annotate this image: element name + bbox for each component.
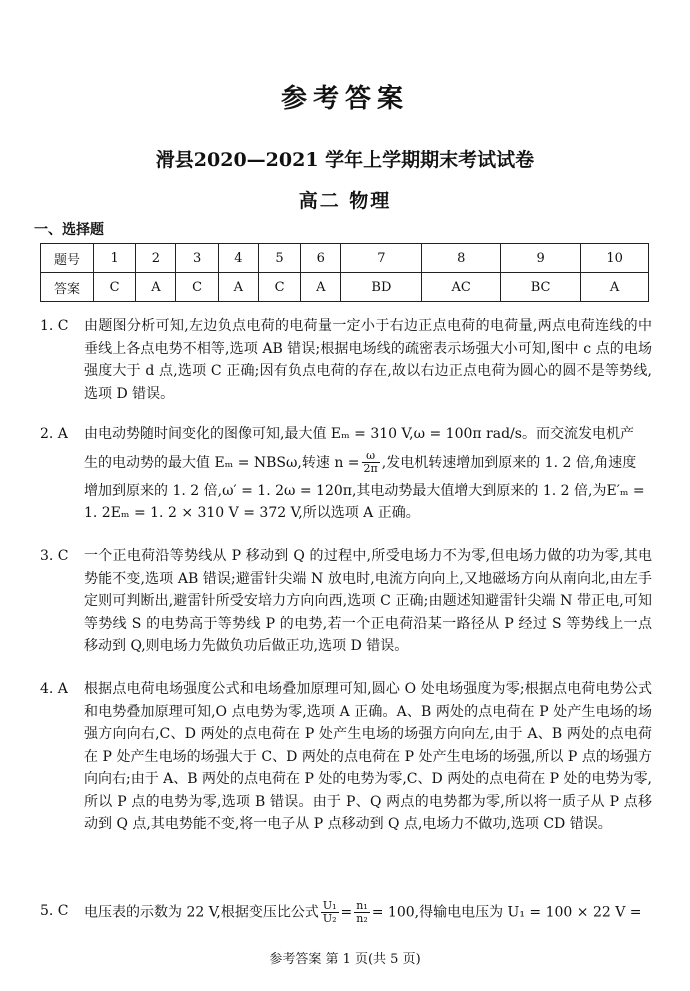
- table-header-cell: 题号: [41, 244, 94, 273]
- question-number-cell: 5: [258, 244, 300, 273]
- exam-title: 滑县2020—2021 学年上学期期末考试试卷: [155, 149, 535, 171]
- fraction-numerator: n₁: [356, 899, 368, 912]
- answer-cell: C: [258, 273, 300, 302]
- explanation-text: 由题图分析可知,左边负点电荷的电荷量一定小于右边正点电荷的电荷量,两点电荷连线的中垂线上各点电势不相等,选项 AB 错误;根据电场线的疏密表示场强大小可知,图中 c 点的电场强度大于 d 点,选项 C 正确;因有负点电荷的存在,故以右边正点电荷为圆心的圆不是等势线,选项 D 错误。: [84, 318, 652, 402]
- answer-cell: BC: [501, 273, 581, 302]
- explanation-line: [84, 446, 652, 480]
- table-row-numbers: [41, 244, 649, 273]
- table-row-answers: [41, 273, 649, 302]
- question-number: 1. C: [40, 318, 69, 334]
- fraction: [321, 900, 339, 925]
- answer-cell: AC: [422, 273, 501, 302]
- fraction-numerator: U₁: [322, 899, 337, 912]
- question-number-cell: 4: [218, 244, 258, 273]
- question-number: 2. A: [40, 426, 68, 442]
- explanation-text: [84, 423, 652, 525]
- page-title: 参考答案: [280, 84, 409, 114]
- fraction-numerator: ω: [362, 450, 380, 463]
- equals-sign: =: [340, 904, 353, 921]
- explanation-text: [84, 900, 652, 925]
- answer-cell: A: [301, 273, 341, 302]
- page-footer: 参考答案 第 1 页(共 5 页): [269, 952, 421, 967]
- answer-cell: C: [176, 273, 218, 302]
- fraction-denominator: U₂: [322, 912, 337, 925]
- section-heading: 一、选择题: [34, 222, 104, 238]
- question-3: [40, 545, 652, 658]
- question-number-cell: 8: [422, 244, 501, 273]
- explanation-line: 1. 2Eₘ = 1. 2 × 310 V = 372 V,所以选项 A 正确。: [84, 505, 420, 521]
- question-number-cell: 1: [94, 244, 136, 273]
- answer-cell: A: [218, 273, 258, 302]
- answer-cell: A: [136, 273, 176, 302]
- table-header-cell: 答案: [41, 273, 94, 302]
- question-number-cell: 9: [501, 244, 581, 273]
- explanation-line: 增加到原来的 1. 2 倍,ω′ = 1. 2ω = 120π,其电动势最大值增大到原来的 1. 2 倍,为E′ₘ =: [84, 482, 645, 499]
- explanation-text: 一个正电荷沿等势线从 P 移动到 Q 的过程中,所受电场力不为零,但电场力做的功为零,其电势能不变,选项 AB 错误;避雷针尖端 N 放电时,电流方向向上,又地磁场方向从南向北,由左手定则可判断出,避雷针所受安培力方向向西,选项 C 正确;由题述知避雷针尖端 N 带正电,可知等势线 S 的电势高于等势线 P 的电势,若一个正电荷沿某一路径从 P 经过 S 等势线上一点移动到 Q,则电场力先做负功后做正功,选项 D 错误。: [84, 548, 652, 654]
- question-4: [40, 678, 652, 836]
- text-run: 电压表的示数为 22 V,根据变压比公式: [84, 904, 319, 921]
- question-number-cell: 7: [341, 244, 422, 273]
- text-run: = 100,得输电电压为 U₁ = 100 × 22 V =: [371, 904, 642, 921]
- question-number: 4. A: [40, 681, 68, 697]
- question-number: 3. C: [40, 548, 69, 564]
- explanation-text: 根据点电荷电场强度公式和电场叠加原理可知,圆心 O 处电场强度为零;根据点电荷电势公式和电势叠加原理可知,O 点电势为零,选项 A 正确。A、B 两处的点电荷在 P 处产生电场的场强方向向右,C、D 两处的点电荷在 P 处产生电场的场强方向向左,由于 A、B 两处的点电荷在 P 处产生电场的场强大于 C、D 两处的点电荷在 P 处产生电场的场强,所以 P 点的场强方向向右;由于 A、B 两处的点电荷在 P 处的电势为零,C、D 两处的点电荷在 P 处的电势为零,所以 P 点的电势为零,选项 B 错误。由于 P、Q 两点的电势都为零,所以将一质子从 P 点移动到 Q 点,其电势能不变,将一电子从 P 点移动到 Q 点,电场力不做功,选项 CD 错误。: [84, 681, 652, 832]
- question-1: [40, 315, 652, 405]
- fraction: [354, 900, 370, 925]
- question-number-cell: 2: [136, 244, 176, 273]
- answer-cell: A: [581, 273, 649, 302]
- question-number-cell: 10: [581, 244, 649, 273]
- subject-title: 高二 物理: [298, 190, 392, 212]
- question-2: [40, 423, 652, 525]
- fraction-denominator: n₂: [356, 912, 368, 925]
- answer-cell: BD: [341, 273, 422, 302]
- fraction-denominator: 2π: [363, 462, 378, 475]
- question-number: 5. C: [40, 903, 69, 919]
- answer-cell: C: [94, 273, 136, 302]
- text-run: 生的电动势的最大值 Eₘ = NBSω,转速 n =: [84, 454, 360, 471]
- question-5: [40, 900, 652, 925]
- answer-table: [40, 243, 649, 302]
- text-run: ,发电机转速增加到原来的 1. 2 倍,角速度: [381, 454, 637, 471]
- explanation-line: 由电动势随时间变化的图像可知,最大值 Eₘ = 310 V,ω = 100π rad/s。而交流发电机产: [84, 426, 634, 442]
- fraction: [362, 450, 380, 475]
- question-number-cell: 3: [176, 244, 218, 273]
- question-number-cell: 6: [301, 244, 341, 273]
